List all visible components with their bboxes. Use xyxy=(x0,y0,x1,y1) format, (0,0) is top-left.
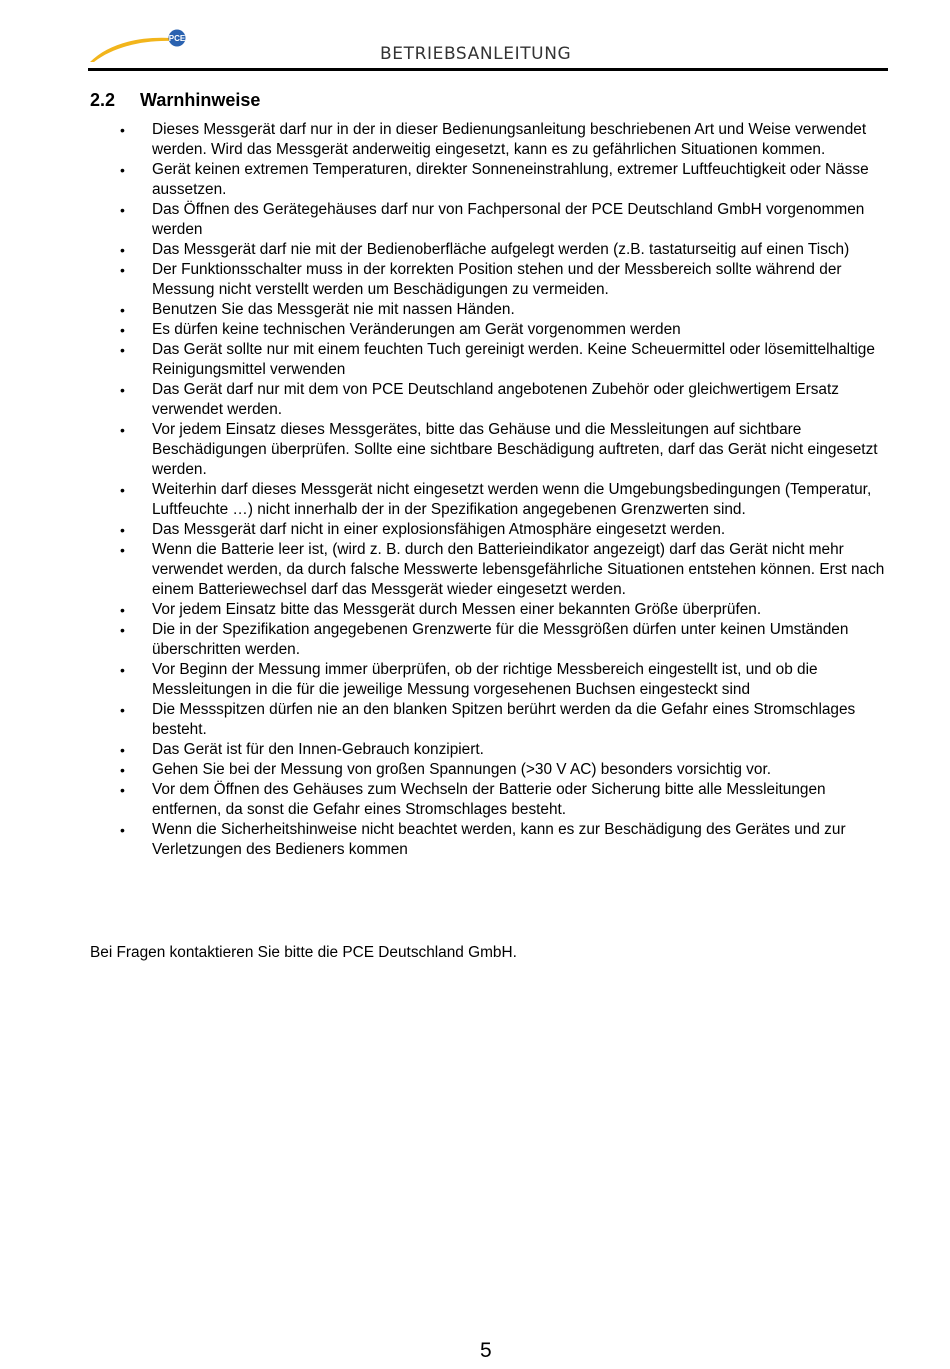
warning-item xyxy=(90,660,888,700)
bullet-icon: • xyxy=(120,622,125,638)
warning-item xyxy=(90,320,888,340)
warning-item xyxy=(90,520,888,540)
page-number: 5 xyxy=(480,1339,492,1362)
warning-item xyxy=(90,760,888,780)
header-rule xyxy=(88,68,888,71)
bullet-icon: • xyxy=(120,662,125,678)
warning-item xyxy=(90,200,888,240)
warning-text: Das Messgerät darf nicht in einer explosionsfähigen Atmosphäre eingesetzt werden. xyxy=(152,521,726,538)
warning-text: Gehen Sie bei der Messung von großen Spannungen (>30 V AC) besonders vorsichtig vor. xyxy=(152,761,771,778)
warning-item xyxy=(90,240,888,260)
bullet-icon: • xyxy=(120,482,125,498)
warning-text: Vor Beginn der Messung immer überprüfen, ob der richtige Messbereich eingestellt ist, und ob die Messleitungen in die für die jeweilige Messung vorgesehenen Buchsen eingesteckt sind xyxy=(152,661,818,698)
warning-text: Das Öffnen des Gerätegehäuses darf nur von Fachpersonal der PCE Deutschland GmbH vorgenommen werden xyxy=(152,201,865,238)
section-title: Warnhinweise xyxy=(140,90,261,110)
pce-logo xyxy=(88,28,192,64)
warning-text: Vor jedem Einsatz dieses Messgerätes, bitte das Gehäuse und die Messleitungen auf sichtbare Beschädigungen überprüfen. Sollte eine sichtbare Beschädigung auftreten, darf das Gerät nicht eingesetzt werden. xyxy=(152,421,878,478)
warning-item xyxy=(90,300,888,320)
warning-text: Es dürfen keine technischen Veränderungen am Gerät vorgenommen werden xyxy=(152,321,681,338)
warning-text: Benutzen Sie das Messgerät nie mit nassen Händen. xyxy=(152,301,515,318)
bullet-icon: • xyxy=(120,322,125,338)
warning-item xyxy=(90,160,888,200)
bullet-icon: • xyxy=(120,542,125,558)
warning-item xyxy=(90,600,888,620)
bullet-icon: • xyxy=(120,262,125,278)
warning-item xyxy=(90,540,888,600)
warning-item xyxy=(90,780,888,820)
warning-text: Das Gerät sollte nur mit einem feuchten Tuch gereinigt werden. Keine Scheuermittel oder lösemittelhaltige Reinigungsmittel verwenden xyxy=(152,341,875,378)
bullet-icon: • xyxy=(120,762,125,778)
warning-item xyxy=(90,260,888,300)
bullet-icon: • xyxy=(120,782,125,798)
warning-text: Vor jedem Einsatz bitte das Messgerät durch Messen einer bekannten Größe überprüfen. xyxy=(152,601,762,618)
warning-item xyxy=(90,380,888,420)
warning-text: Wenn die Sicherheitshinweise nicht beachtet werden, kann es zur Beschädigung des Gerätes und zur Verletzungen des Bedieners kommen xyxy=(152,821,846,858)
bullet-icon: • xyxy=(120,302,125,318)
warning-item xyxy=(90,480,888,520)
logo-text: PCE xyxy=(168,34,186,43)
bullet-icon: • xyxy=(120,202,125,218)
warning-text: Das Gerät darf nur mit dem von PCE Deutschland angebotenen Zubehör oder gleichwertigem Ersatz verwendet werden. xyxy=(152,381,839,418)
warning-text: Das Messgerät darf nie mit der Bedienoberfläche aufgelegt werden (z.B. tastaturseitig auf einen Tisch) xyxy=(152,241,850,258)
warning-text: Weiterhin darf dieses Messgerät nicht eingesetzt werden wenn die Umgebungsbedingungen (Temperatur, Luftfeuchte …) nicht innerhalb der in der Spezifikation angegebenen Grenzwerten sind. xyxy=(152,481,872,518)
bullet-icon: • xyxy=(120,242,125,258)
warning-text: Die Messspitzen dürfen nie an den blanken Spitzen berührt werden da die Gefahr eines Stromschlages besteht. xyxy=(152,701,856,738)
warning-list xyxy=(90,120,888,860)
bullet-icon: • xyxy=(120,822,125,838)
warning-item xyxy=(90,740,888,760)
warning-item xyxy=(90,700,888,740)
warning-text: Dieses Messgerät darf nur in der in dieser Bedienungsanleitung beschriebenen Art und Weise verwendet werden. Wird das Messgerät anderweitig eingesetzt, kann es zu gefährlichen Situationen kommen. xyxy=(152,121,867,158)
warning-item xyxy=(90,420,888,480)
bullet-icon: • xyxy=(120,742,125,758)
section-number: 2.2 xyxy=(90,90,116,110)
bullet-icon: • xyxy=(120,602,125,618)
warning-item xyxy=(90,620,888,660)
warning-text: Vor dem Öffnen des Gehäuses zum Wechseln der Batterie oder Sicherung bitte alle Messleitungen entfernen, da sonst die Gefahr eines Stromschlages besteht. xyxy=(152,781,826,818)
document-header-title: BETRIEBSANLEITUNG xyxy=(380,44,572,64)
warning-item xyxy=(90,340,888,380)
bullet-icon: • xyxy=(120,382,125,398)
bullet-icon: • xyxy=(120,122,125,138)
bullet-icon: • xyxy=(120,702,125,718)
warning-item xyxy=(90,120,888,160)
warning-text: Wenn die Batterie leer ist, (wird z. B. durch den Batterieindikator angezeigt) darf das Gerät nicht mehr verwendet werden, da durch falsche Messwerte lebensgefährliche Situationen entstehen können. Erst nach einem Batteriewechsel darf das Messgerät wieder eingesetzt werden. xyxy=(152,541,885,598)
bullet-icon: • xyxy=(120,522,125,538)
bullet-icon: • xyxy=(120,162,125,178)
closing-note: Bei Fragen kontaktieren Sie bitte die PCE Deutschland GmbH. xyxy=(90,944,517,961)
bullet-icon: • xyxy=(120,422,125,438)
warning-text: Der Funktionsschalter muss in der korrekten Position stehen und der Messbereich sollte während der Messung nicht verstellt werden um Beschädigungen zu vermeiden. xyxy=(152,261,842,298)
warning-text: Gerät keinen extremen Temperaturen, direkter Sonneneinstrahlung, extremer Luftfeuchtigkeit oder Nässe aussetzen. xyxy=(152,161,869,198)
warning-item xyxy=(90,820,888,860)
section-heading xyxy=(90,90,260,111)
warning-text: Das Gerät ist für den Innen-Gebrauch konzipiert. xyxy=(152,741,484,758)
bullet-icon: • xyxy=(120,342,125,358)
warning-text: Die in der Spezifikation angegebenen Grenzwerte für die Messgrößen dürfen unter keinen Umständen überschritten werden. xyxy=(152,621,849,658)
